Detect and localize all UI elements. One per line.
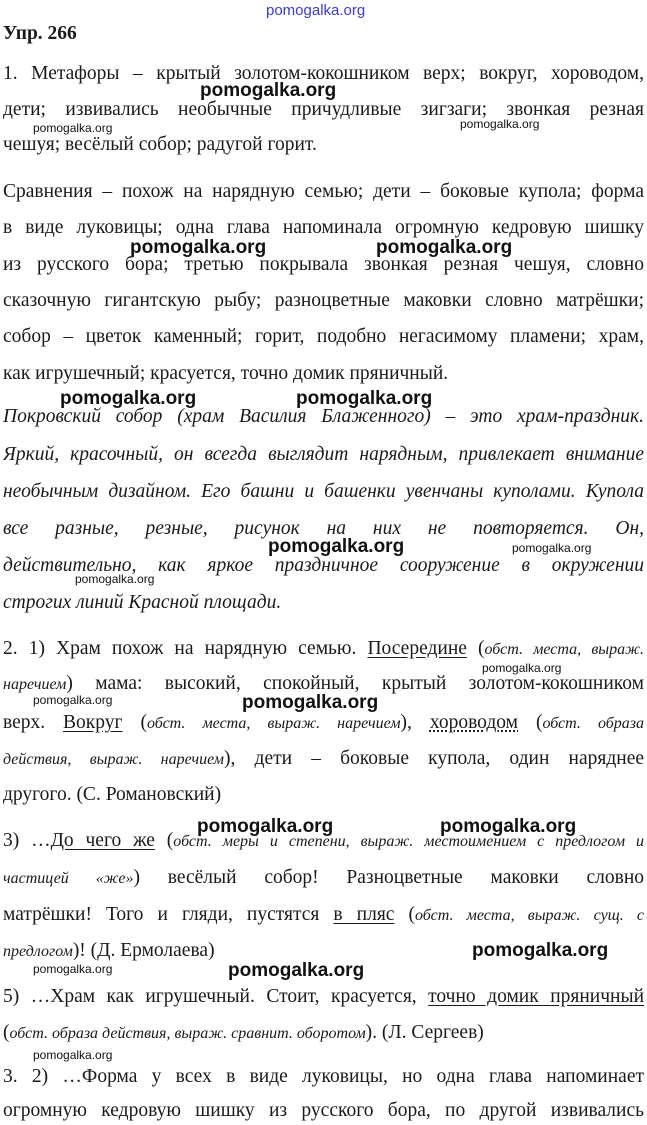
watermark: pomogalka.org [268,536,405,557]
watermark: pomogalka.org [197,816,334,837]
watermark: pomogalka.org [472,940,609,961]
metaphors-line-1: 1. Метафоры – крытый золотом-кокошником верх; вокруг, хороводом, [3,63,644,84]
example-2-line-2: наречием) мама: высокий, спокойный, крытый золотом-кокошником [3,673,644,694]
watermark: pomogalka.org [242,692,379,713]
example-5-line-1: 5) …Храм как игрушечный. Стоит, красуется, точно домик пряничный [3,986,644,1007]
essay-line-3: необычным дизайном. Его башни и башенки увенчаны куполами. Купола [3,481,644,502]
essay-line-6: строгих линий Красной площади. [3,592,282,613]
metaphors-line-2: дети; извивались необычные причудливые зигзаги; звонкая резная [3,99,644,120]
essay-line-1: Покровский собор (храм Василия Блаженного) – это храм-праздник. [3,406,644,427]
watermark: pomogalka.org [33,693,113,707]
example-3-line-4: предлогом)! (Д. Ермолаева) [3,940,215,961]
example-2-line-4: действия, выраж. наречием), дети – боковые купола, один наряднее [3,748,644,769]
watermark-top: pomogalka.org [266,2,366,19]
example-3-line-2: частицей «же») весёлый собор! Разноцветные маковки словно [3,867,644,888]
watermark: pomogalka.org [33,962,113,976]
watermark: pomogalka.org [482,661,562,675]
example-3-line-3: матрёшки! Того и гляди, пустятся в пляс (обст. места, выраж. сущ. с [3,904,644,925]
similes-line-4: сказочную гигантскую рыбу; разноцветные маковки словно матрёшки; [3,290,644,311]
watermark: pomogalka.org [460,117,540,131]
watermark: pomogalka.org [75,572,155,586]
watermark: pomogalka.org [200,80,337,101]
similes-line-5: собор – цветок каменный; горит, подобно негасимому пламени; храм, [3,326,644,347]
example-2-line-3: верх. Вокруг (обст. места, выраж. наречием), хороводом (обст. образа [3,712,644,733]
essay-line-4: все разные, резные, рисунок на них не повторяется. Он, [3,518,644,539]
example-5-line-2: (обст. образа действия, выраж. сравнит. оборотом). (Л. Сергеев) [3,1022,484,1043]
example-2-line-1: 2. 1) Храм похож на нарядную семью. Посередине (обст. места, выраж. [3,638,644,659]
watermark: pomogalka.org [130,237,267,258]
example-3-line-1: 3) …До чего же (обст. меры и степени, выраж. местоимением с предлогом и [3,830,644,851]
example-2-line-5: другого. (С. Романовский) [3,784,222,805]
watermark: pomogalka.org [60,388,197,409]
watermark: pomogalka.org [296,388,433,409]
watermark: pomogalka.org [512,541,592,555]
similes-line-3: из русского бора; третью покрывала звонкая резная чешуя, словно [3,254,644,275]
essay-line-5: действительно, как яркое праздничное сооружение в окружении [3,555,644,576]
watermark: pomogalka.org [33,121,113,135]
watermark: pomogalka.org [440,816,577,837]
similes-line-2: в виде луковицы; одна глава напоминала огромную кедровую шишку [3,217,644,238]
essay-line-2: Яркий, красочный, он всегда выглядит нарядным, привлекает внимание [3,444,644,465]
similes-line-6: как игрушечный; красуется, точно домик пряничный. [3,363,449,384]
watermark: pomogalka.org [376,237,513,258]
similes-line-1: Сравнения – похож на нарядную семью; дети – боковые купола; форма [3,181,644,202]
metaphors-line-3: чешуя; весёлый собор; радугой горит. [3,134,317,155]
watermark: pomogalka.org [228,960,365,981]
watermark: pomogalka.org [33,1048,113,1062]
example-3-2-line-1: 3. 2) …Форма у всех в виде луковицы, но одна глава напоминает [3,1066,644,1087]
exercise-title: Упр. 266 [3,23,77,44]
example-3-2-line-2: огромную кедровую шишку из русского бора, по другой извивались [3,1100,644,1121]
